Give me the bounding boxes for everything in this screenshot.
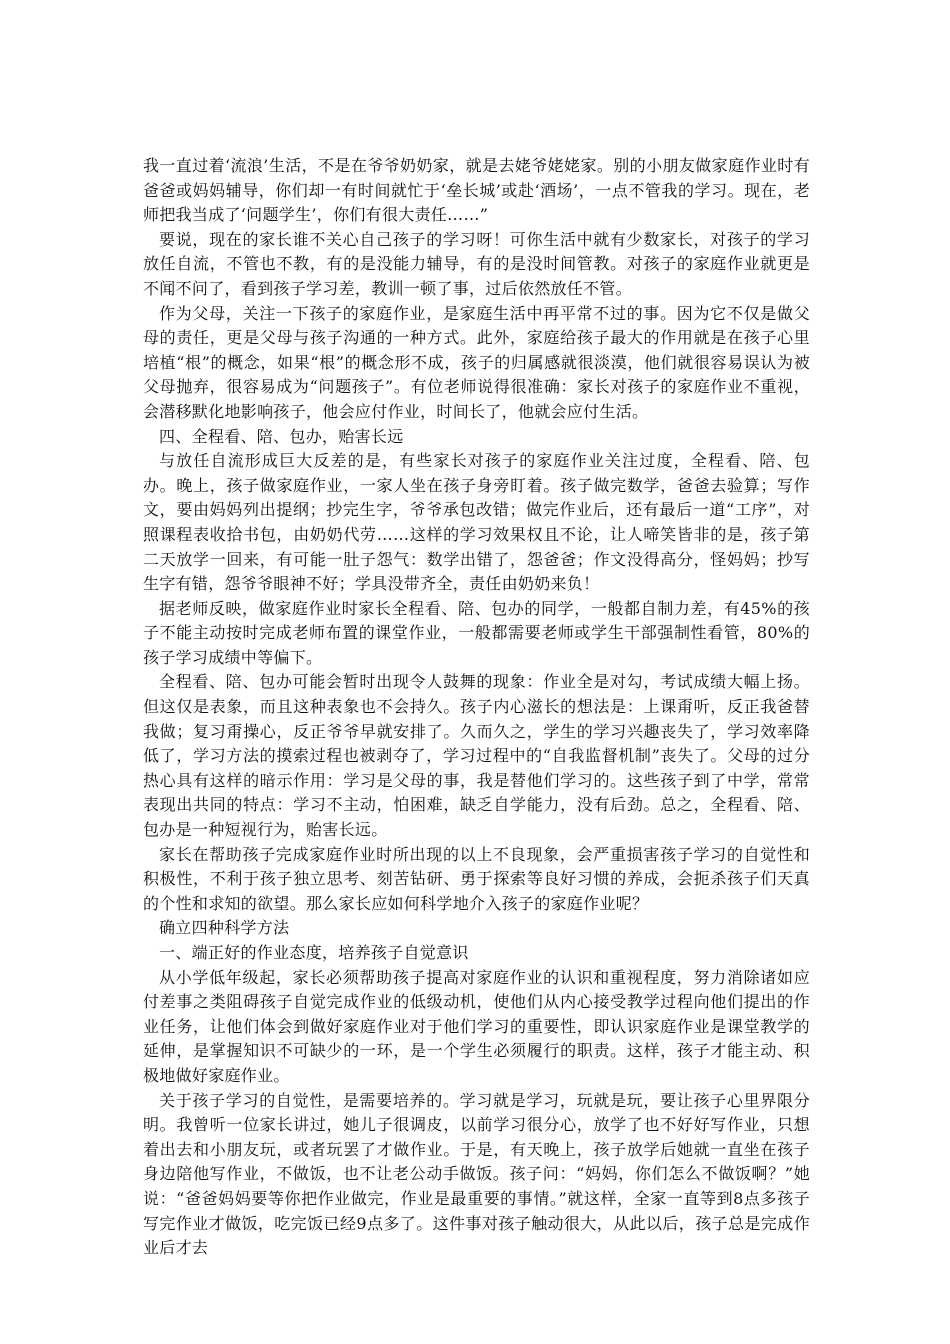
paragraph-method-one-body: 从小学低年级起，家长必须帮助孩子提高对家庭作业的认识和重视程度，努力消除诸如应付差事之类阻碍孩子自觉完成作业的低级动机，使他们从内心接受教学过程向他们提出的作业任务，让他们体会到做好家庭作业对于他们学习的重要性，即认识家庭作业是课堂教学的延伸，是掌握知识不可缺少的一环，是一个学生必须履行的职责。这样，孩子才能主动、积极地做好家庭作业。	[143, 967, 810, 1085]
paragraph-teacher-feedback: 据老师反映，做家庭作业时家长全程看、陪、包办的同学，一般都自制力差，有45%的孩子不能主动按时完成老师布置的课堂作业，一般都需要老师或学生干部强制性看管，80%的孩子学习成绩中等偏下。	[143, 598, 810, 667]
paragraph-letter-ending: 我一直过着‘流浪’生活，不是在爷爷奶奶家，就是去姥爷姥姥家。别的小朋友做家庭作业时有爸爸或妈妈辅导，你们却一有时间就忙于‘垒长城’或赴‘酒场’，一点不管我的学习。现在，老师把我当成了‘问题学生’，你们有很大责任……”	[143, 156, 810, 225]
document-body	[143, 154, 810, 1261]
section-heading-four-methods: 确立四种科学方法	[159, 918, 290, 938]
subheading-method-one: 一、端正好的作业态度，培养孩子自觉意识	[159, 943, 469, 962]
paragraph-self-discipline-story: 关于孩子学习的自觉性，是需要培养的。学习就是学习，玩就是玩，要让孩子心里界限分明。我曾听一位家长讲过，她儿子很调皮，以前学习很分心，放学了也不好好写作业，只想着出去和小朋友玩，或者玩罢了才做作业。于是，有天晚上，孩子放学后她就一直坐在孩子身边陪他写作业，不做饭，也不让老公动手做饭。孩子问：“妈妈，你们怎么不做饭啊？”她说：“爸爸妈妈要等你把作业做完，作业是最重要的事情。”就这样，全家一直等到8点多孩子写完作业才做饭，吃完饭已经9点多了。这件事对孩子触动很大，从此以后，孩子总是完成作业后才去	[143, 1090, 810, 1258]
paragraph-parents-neglect: 要说，现在的家长谁不关心自己孩子的学习呀！可你生活中就有少数家长，对孩子的学习放任自流，不管也不教，有的是没能力辅导，有的是没时间管教。对孩子的家庭作业就更是不闻不问了，看到孩子学习差，教训一顿了事，过后依然放任不管。	[143, 229, 810, 298]
paragraph-parents-responsibility: 作为父母，关注一下孩子的家庭作业，是家庭生活中再平常不过的事。因为它不仅是做父母的责任，更是父母与孩子沟通的一种方式。此外，家庭给孩子最大的作用就是在孩子心里培植“根”的概念，如果“根”的概念形不成，孩子的归属感就很淡漠，他们就很容易误认为被父母抛弃，很容易成为“问题孩子”。有位老师说得很准确：家长对孩子的家庭作业不重视，会潜移默化地影响孩子，他会应付作业，时间长了，他就会应付生活。	[143, 303, 810, 421]
paragraph-temporary-effects: 全程看、陪、包办可能会暂时出现令人鼓舞的现象：作业全是对勾，考试成绩大幅上扬。但这仅是表象，而且这种表象也不会持久。孩子内心滋长的想法是：上课甭听，反正我爸替我做；复习甭操心，反正爷爷早就安排了。久而久之，学生的学习兴趣丧失了，学习效率降低了，学习方法的摸索过程也被剥夺了，学习过程中的“自我监督机制”丧失了。父母的过分热心具有这样的暗示作用：学习是父母的事，我是替他们学习的。这些孩子到了中学，常常表现出共同的特点：学习不主动，怕困难，缺乏自学能力，没有后劲。总之，全程看、陪、包办是一种短视行为，贻害长远。	[143, 672, 810, 840]
paragraph-summary-question: 家长在帮助孩子完成家庭作业时所出现的以上不良现象，会严重损害孩子学习的自觉性和积极性，不利于孩子独立思考、刻苦钻研、勇于探索等良好习惯的养成，会扼杀孩子们天真的个性和求知的欲望。那么家长应如何科学地介入孩子的家庭作业呢？	[143, 844, 810, 913]
paragraph-overinvolvement: 与放任自流形成巨大反差的是，有些家长对孩子的家庭作业关注过度，全程看、陪、包办。晚上，孩子做家庭作业，一家人坐在孩子身旁盯着。孩子做完数学，爸爸去验算；写作文，要由妈妈列出提纲；抄完生字，爷爷承包改错；做完作业后，还有最后一道“工序”，对照课程表收拾书包，由奶奶代劳……这样的学习效果权且不论，让人啼笑皆非的是，孩子第二天放学一回来，有可能一肚子怨气：数学出错了，怨爸爸；作文没得高分，怪妈妈；抄写生字有错，怨爷爷眼神不好；学具没带齐全，责任由奶奶来负！	[143, 451, 810, 594]
section-heading-four: 四、全程看、陪、包办，贻害长远	[159, 426, 404, 446]
